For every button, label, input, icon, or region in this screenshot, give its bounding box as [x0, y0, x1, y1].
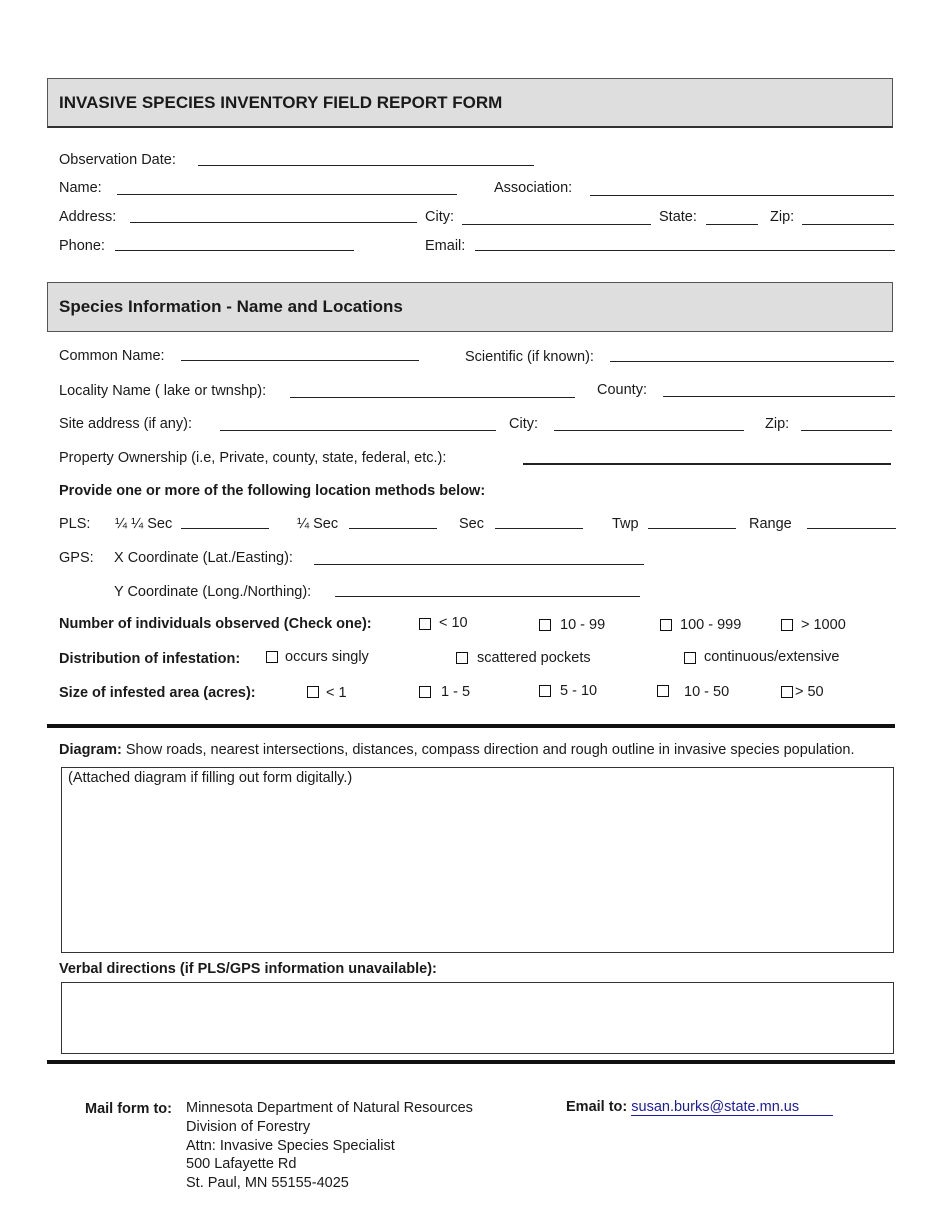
site-city-label: City: — [509, 416, 538, 432]
county-label: County: — [597, 382, 647, 398]
individuals-10-99-checkbox[interactable] — [539, 619, 551, 631]
area-10-50-checkbox[interactable] — [657, 685, 669, 697]
mail-line: Attn: Invasive Species Specialist — [186, 1137, 395, 1154]
individuals-100-999-label: 100 - 999 — [680, 617, 742, 633]
range-label: Range — [749, 516, 792, 532]
sec-field[interactable] — [495, 528, 583, 529]
address-field[interactable] — [130, 222, 417, 223]
state-label: State: — [659, 209, 697, 225]
distribution-singly-label: occurs singly — [285, 649, 369, 665]
email-to-label: Email to: — [566, 1099, 628, 1115]
area-lt1-checkbox[interactable] — [307, 686, 319, 698]
quarter-sec-field[interactable] — [349, 528, 437, 529]
phone-field[interactable] — [115, 250, 354, 251]
address-label: Address: — [59, 209, 117, 225]
email-field[interactable] — [475, 250, 895, 251]
individuals-lt10-label: < 10 — [439, 615, 468, 631]
mailing-address — [186, 1099, 473, 1193]
individuals-gt1000-checkbox[interactable] — [781, 619, 793, 631]
quarter-quarter-sec-field[interactable] — [181, 528, 269, 529]
individuals-10-99-label: 10 - 99 — [560, 617, 606, 633]
zip-label: Zip: — [770, 209, 795, 225]
common-name-label: Common Name: — [59, 348, 165, 364]
gps-label: GPS: — [59, 550, 94, 566]
twp-label: Twp — [612, 516, 639, 532]
email-to — [566, 1099, 833, 1115]
area-lt1-label: < 1 — [326, 685, 347, 701]
area-label: Size of infested area (acres): — [59, 685, 256, 701]
individuals-lt10-checkbox[interactable] — [419, 618, 431, 630]
locality-field[interactable] — [290, 397, 575, 398]
site-zip-label: Zip: — [765, 416, 790, 432]
area-5-10-checkbox[interactable] — [539, 685, 551, 697]
name-label: Name: — [59, 180, 102, 196]
twp-field[interactable] — [648, 528, 736, 529]
phone-label: Phone: — [59, 238, 105, 254]
sec-label: Sec — [459, 516, 484, 532]
state-field[interactable] — [706, 224, 758, 225]
verbal-directions-label: Verbal directions (if PLS/GPS information unavailable): — [59, 961, 437, 977]
form-title-band — [47, 78, 893, 128]
scientific-name-field[interactable] — [610, 361, 894, 362]
area-5-10-label: 5 - 10 — [560, 683, 598, 699]
mail-form-label: Mail form to: — [85, 1101, 172, 1117]
quarter-sec-label: ¼ Sec — [297, 516, 339, 532]
individuals-gt1000-label: > 1000 — [801, 617, 846, 633]
distribution-scattered-checkbox[interactable] — [456, 652, 468, 664]
area-10-50-label: 10 - 50 — [684, 684, 730, 700]
locality-label: Locality Name ( lake or twnshp): — [59, 383, 267, 399]
mail-line: 500 Lafayette Rd — [186, 1156, 297, 1173]
location-methods-heading: Provide one or more of the following location methods below: — [59, 483, 486, 499]
area-1-5-checkbox[interactable] — [419, 686, 431, 698]
name-field[interactable] — [117, 194, 457, 195]
x-coordinate-field[interactable] — [314, 564, 644, 565]
distribution-continuous-label: continuous/extensive — [704, 649, 840, 665]
x-coordinate-label: X Coordinate (Lat./Easting): — [114, 550, 293, 566]
county-field[interactable] — [663, 396, 895, 397]
quarter-quarter-sec-label: ¼ ¼ Sec — [115, 516, 173, 532]
zip-field[interactable] — [802, 224, 894, 225]
distribution-scattered-label: scattered pockets — [477, 650, 591, 666]
mail-line: Division of Forestry — [186, 1118, 311, 1135]
common-name-field[interactable] — [181, 360, 419, 361]
diagram-label: Diagram: — [59, 742, 122, 758]
diagram-placeholder: (Attached diagram if filling out form digitally.) — [68, 770, 353, 786]
section-divider — [47, 724, 895, 728]
y-coordinate-label: Y Coordinate (Long./Northing): — [114, 584, 312, 600]
scientific-name-label: Scientific (if known): — [465, 349, 594, 365]
mail-line: Minnesota Department of Natural Resources — [186, 1100, 473, 1116]
city-label: City: — [425, 209, 454, 225]
distribution-singly-checkbox[interactable] — [266, 651, 278, 663]
pls-label: PLS: — [59, 516, 91, 532]
area-gt50-checkbox[interactable] — [781, 686, 793, 698]
diagram-box[interactable] — [61, 767, 894, 953]
association-field[interactable] — [590, 195, 894, 196]
mail-line: St. Paul, MN 55155-4025 — [186, 1175, 349, 1192]
email-link[interactable]: susan.burks@state.mn.us — [631, 1099, 833, 1116]
email-label: Email: — [425, 238, 466, 254]
y-coordinate-field[interactable] — [335, 596, 640, 597]
individuals-label: Number of individuals observed (Check one): — [59, 616, 372, 632]
observation-date-field[interactable] — [198, 165, 534, 166]
observation-date-label: Observation Date: — [59, 152, 176, 168]
distribution-continuous-checkbox[interactable] — [684, 652, 696, 664]
ownership-label: Property Ownership (i.e, Private, county, state, federal, etc.): — [59, 450, 447, 466]
range-field[interactable] — [807, 528, 896, 529]
footer-divider — [47, 1060, 895, 1064]
city-field[interactable] — [462, 224, 651, 225]
form-title: INVASIVE SPECIES INVENTORY FIELD REPORT FORM — [59, 93, 503, 112]
area-1-5-label: 1 - 5 — [441, 684, 471, 700]
diagram-instructions-text: Show roads, nearest intersections, distances, compass direction and rough outline in invasive species population. — [125, 742, 855, 758]
distribution-label: Distribution of infestation: — [59, 651, 241, 667]
species-section-title: Species Information - Name and Locations — [59, 297, 403, 316]
ownership-field[interactable] — [523, 463, 891, 465]
site-city-field[interactable] — [554, 430, 744, 431]
site-address-field[interactable] — [220, 430, 496, 431]
association-label: Association: — [494, 180, 573, 196]
site-address-label: Site address (if any): — [59, 416, 192, 432]
area-gt50-label: > 50 — [795, 684, 824, 700]
diagram-instructions — [59, 742, 855, 758]
species-section-band — [47, 282, 893, 332]
verbal-directions-box[interactable] — [61, 982, 894, 1054]
individuals-100-999-checkbox[interactable] — [660, 619, 672, 631]
site-zip-field[interactable] — [801, 430, 892, 431]
